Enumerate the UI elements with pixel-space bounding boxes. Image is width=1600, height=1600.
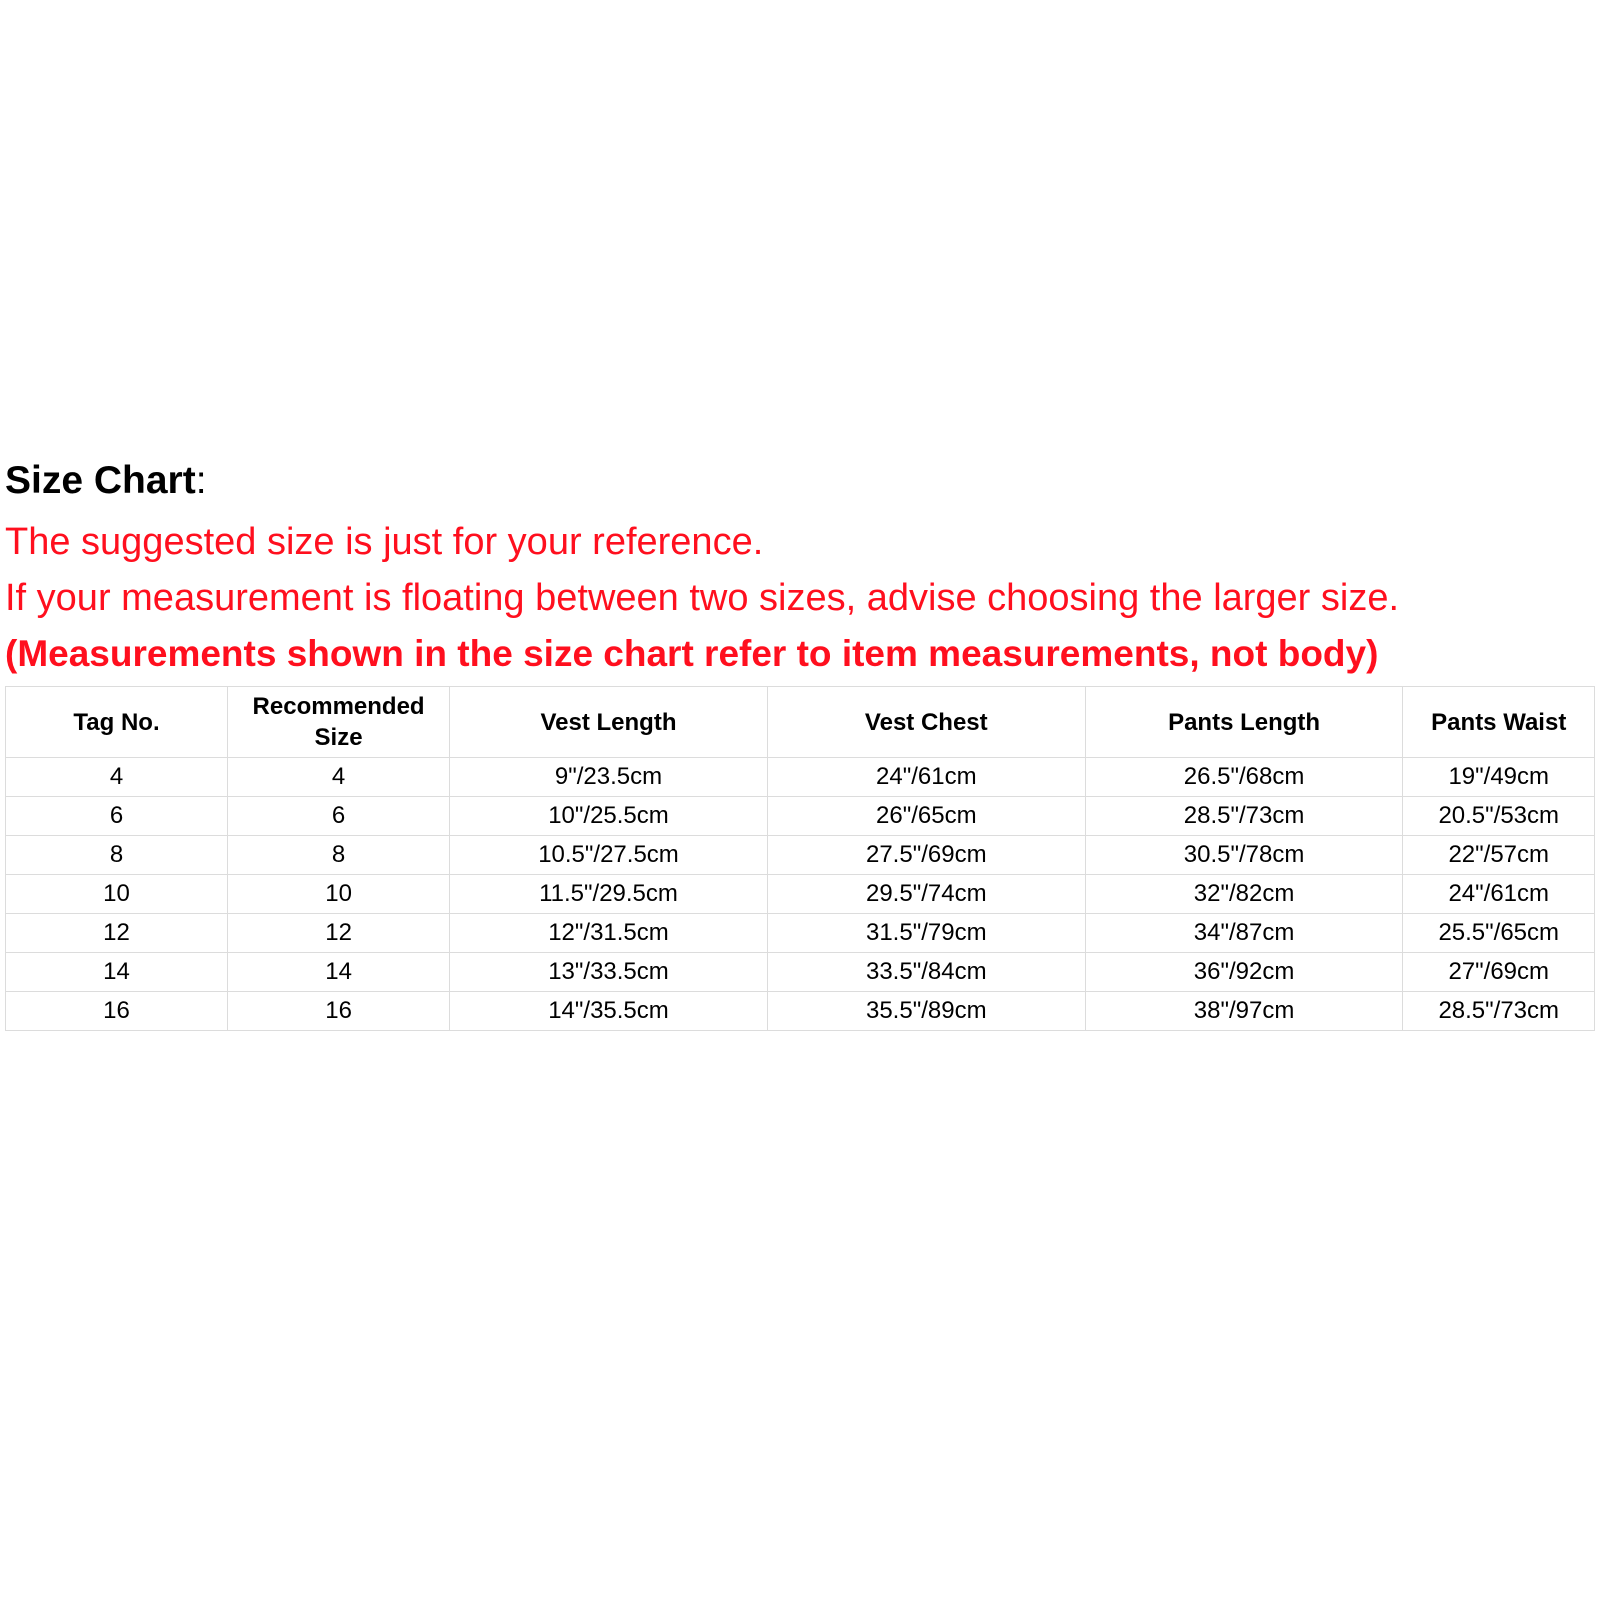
- cell-tag-no: 14: [6, 953, 228, 992]
- cell-vest-length: 14"/35.5cm: [450, 992, 768, 1031]
- cell-recommended-size: 6: [228, 797, 450, 836]
- note-larger-size: If your measurement is floating between two sizes, advise choosing the larger size.: [5, 577, 1400, 619]
- cell-recommended-size: 8: [228, 836, 450, 875]
- cell-pants-length: 38"/97cm: [1085, 992, 1403, 1031]
- cell-pants-waist: 27"/69cm: [1403, 953, 1595, 992]
- cell-vest-length: 11.5"/29.5cm: [450, 875, 768, 914]
- cell-recommended-size: 16: [228, 992, 450, 1031]
- cell-recommended-size: 10: [228, 875, 450, 914]
- cell-tag-no: 8: [6, 836, 228, 875]
- cell-vest-length: 9"/23.5cm: [450, 758, 768, 797]
- cell-pants-waist: 20.5"/53cm: [1403, 797, 1595, 836]
- cell-tag-no: 12: [6, 914, 228, 953]
- note-item-measurements: (Measurements shown in the size chart refer to item measurements, not body): [5, 633, 1379, 674]
- header-vest-length: Vest Length: [450, 687, 768, 758]
- cell-pants-waist: 25.5"/65cm: [1403, 914, 1595, 953]
- page-title: [5, 458, 1595, 504]
- header-pants-waist: Pants Waist: [1403, 687, 1595, 758]
- cell-vest-chest: 29.5"/74cm: [767, 875, 1085, 914]
- table-row: [6, 875, 1595, 914]
- title-colon: :: [195, 459, 207, 502]
- cell-pants-waist: 28.5"/73cm: [1403, 992, 1595, 1031]
- cell-vest-chest: 24"/61cm: [767, 758, 1085, 797]
- title-text: Size Chart: [5, 459, 196, 502]
- cell-pants-length: 34"/87cm: [1085, 914, 1403, 953]
- cell-vest-length: 10.5"/27.5cm: [450, 836, 768, 875]
- table-row: [6, 797, 1595, 836]
- table-row: [6, 914, 1595, 953]
- cell-tag-no: 4: [6, 758, 228, 797]
- cell-tag-no: 10: [6, 875, 228, 914]
- cell-pants-length: 30.5"/78cm: [1085, 836, 1403, 875]
- cell-vest-chest: 26"/65cm: [767, 797, 1085, 836]
- cell-pants-length: 28.5"/73cm: [1085, 797, 1403, 836]
- cell-vest-length: 13"/33.5cm: [450, 953, 768, 992]
- header-recommended-size: Recommended Size: [228, 687, 450, 758]
- cell-pants-length: 32"/82cm: [1085, 875, 1403, 914]
- note-reference: The suggested size is just for your reference.: [5, 521, 764, 563]
- cell-vest-length: 12"/31.5cm: [450, 914, 768, 953]
- header-pants-length: Pants Length: [1085, 687, 1403, 758]
- cell-vest-chest: 27.5"/69cm: [767, 836, 1085, 875]
- cell-pants-waist: 24"/61cm: [1403, 875, 1595, 914]
- cell-recommended-size: 4: [228, 758, 450, 797]
- size-table: [5, 686, 1595, 1031]
- cell-pants-length: 36"/92cm: [1085, 953, 1403, 992]
- cell-recommended-size: 14: [228, 953, 450, 992]
- cell-recommended-size: 12: [228, 914, 450, 953]
- table-row: [6, 758, 1595, 797]
- table-header-row: [6, 687, 1595, 758]
- cell-vest-chest: 33.5"/84cm: [767, 953, 1085, 992]
- size-chart-section: [5, 458, 1595, 1031]
- cell-pants-length: 26.5"/68cm: [1085, 758, 1403, 797]
- table-row: [6, 992, 1595, 1031]
- cell-vest-length: 10"/25.5cm: [450, 797, 768, 836]
- cell-vest-chest: 31.5"/79cm: [767, 914, 1085, 953]
- header-tag-no: Tag No.: [6, 687, 228, 758]
- table-row: [6, 953, 1595, 992]
- cell-vest-chest: 35.5"/89cm: [767, 992, 1085, 1031]
- cell-tag-no: 6: [6, 797, 228, 836]
- header-vest-chest: Vest Chest: [767, 687, 1085, 758]
- cell-tag-no: 16: [6, 992, 228, 1031]
- table-row: [6, 836, 1595, 875]
- cell-pants-waist: 22"/57cm: [1403, 836, 1595, 875]
- cell-pants-waist: 19"/49cm: [1403, 758, 1595, 797]
